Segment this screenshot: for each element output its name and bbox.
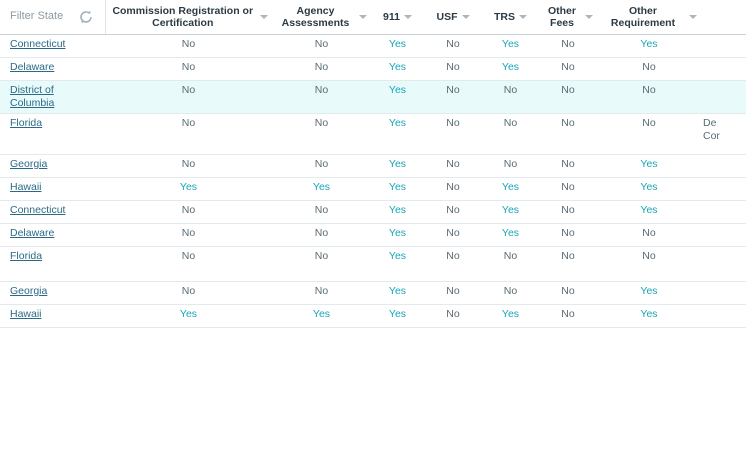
value-yes: Yes [179,180,198,193]
cell-value [597,177,701,200]
cell-value [539,304,597,327]
value-no: No [181,157,196,170]
cell-value [539,154,597,177]
overflow-note-cell [701,177,746,200]
value-no: No [561,116,575,129]
table-row [0,200,746,223]
value-yes: Yes [640,180,658,193]
value-no: No [314,226,329,239]
cell-value [371,281,424,304]
cell-value [105,200,272,223]
cell-value [272,177,371,200]
table-row [0,80,746,113]
value-no: No [181,60,196,73]
value-no: No [314,60,329,73]
value-yes: Yes [388,203,407,216]
value-no: No [314,249,329,262]
value-no: No [181,116,196,129]
value-no: No [181,37,196,50]
value-yes: Yes [388,116,407,129]
value-no: No [446,180,460,193]
cell-value [597,34,701,57]
table-header [0,0,746,34]
chevron-down-icon[interactable] [260,15,268,19]
cell-value [424,34,482,57]
table-row [0,57,746,80]
table-row [0,304,746,327]
cell-value [539,177,597,200]
chevron-down-icon[interactable] [519,15,527,19]
value-yes: Yes [388,180,407,193]
value-no: No [181,83,196,96]
table-row [0,177,746,200]
state-link[interactable]: Georgia [10,157,48,170]
value-no: No [642,60,656,73]
cell-value [424,200,482,223]
cell-value [424,80,482,113]
column-header-label: TRS [494,10,515,23]
cell-value [597,154,701,177]
filter-state-label: Filter State [10,10,64,23]
column-header-label: 911 [383,10,400,23]
table-row [0,34,746,57]
cell-value [482,200,539,223]
value-no: No [503,157,518,170]
value-yes: Yes [388,226,407,239]
value-no: No [503,284,518,297]
cell-value [482,177,539,200]
cell-value [482,113,539,154]
state-cell [0,304,105,327]
cell-value [424,281,482,304]
value-no: No [446,284,460,297]
value-yes: Yes [501,60,520,73]
value-yes: Yes [388,60,407,73]
value-no: No [446,203,460,216]
value-yes: Yes [388,83,407,96]
column-header-label: Agency Assessments [281,4,350,29]
cell-value [105,113,272,154]
state-link[interactable]: Florida [10,116,43,129]
state-cell [0,57,105,80]
cell-value [539,57,597,80]
overflow-note-cell [701,200,746,223]
value-yes: Yes [501,226,520,239]
column-header-usf[interactable] [424,0,482,34]
table-row [0,113,746,154]
cell-value [371,223,424,246]
value-no: No [561,180,575,193]
column-header-overflow [701,0,746,34]
cell-value [272,223,371,246]
state-link[interactable]: Connecticut [10,203,66,216]
state-cell [0,177,105,200]
overflow-note-cell [701,246,746,281]
cell-value [371,57,424,80]
value-no: No [314,157,329,170]
value-no: No [561,226,575,239]
value-no: No [181,203,196,216]
chevron-down-icon[interactable] [689,15,697,19]
column-header-label: Other Fees [547,4,576,29]
value-no: No [181,284,196,297]
cell-value [272,113,371,154]
header-row [0,0,746,34]
cell-value [597,281,701,304]
state-link[interactable]: District of Columbia [10,83,55,109]
column-header-other-requirement[interactable] [597,0,701,34]
value-no: No [642,249,656,262]
table-body [0,34,746,327]
cell-value [105,304,272,327]
value-no: No [642,116,656,129]
chevron-down-icon[interactable] [462,15,470,19]
value-no: No [446,307,460,320]
cell-value [105,246,272,281]
overflow-note-cell [701,80,746,113]
cell-value [371,200,424,223]
column-header-label: USF [436,10,458,23]
value-no: No [446,83,460,96]
cell-value [272,34,371,57]
overflow-note-cell [701,304,746,327]
cell-value [371,80,424,113]
cell-value [539,113,597,154]
value-no: No [314,116,329,129]
state-cell [0,34,105,57]
value-no: No [561,249,575,262]
table-row [0,246,746,281]
value-yes: Yes [388,307,407,320]
cell-value [597,80,701,113]
cell-value [482,80,539,113]
state-link[interactable]: Delaware [10,60,55,73]
overflow-note-cell: De Cor [701,113,746,154]
value-no: No [561,307,575,320]
state-cell [0,200,105,223]
overflow-note-cell [701,34,746,57]
value-no: No [314,83,329,96]
value-no: No [503,249,518,262]
column-header-other-fees[interactable] [539,0,597,34]
cell-value [105,57,272,80]
state-cell [0,80,105,113]
overflow-note-cell [701,281,746,304]
column-header-911[interactable] [371,0,424,34]
value-no: No [561,83,575,96]
table-row [0,154,746,177]
value-yes: Yes [640,203,658,216]
cell-value [272,57,371,80]
value-no: No [314,284,329,297]
cell-value [272,304,371,327]
cell-value [597,57,701,80]
value-yes: Yes [388,249,407,262]
value-no: No [642,83,656,96]
cell-value [539,246,597,281]
cell-value [105,80,272,113]
value-no: No [561,284,575,297]
column-header-trs[interactable] [482,0,539,34]
chevron-down-icon[interactable] [359,15,367,19]
value-no: No [561,37,575,50]
state-cell [0,246,105,281]
chevron-down-icon[interactable] [404,15,412,19]
state-cell [0,154,105,177]
value-no: No [314,37,329,50]
cell-value [597,200,701,223]
cell-value [424,246,482,281]
value-yes: Yes [179,307,198,320]
cell-value [105,177,272,200]
cell-value [539,80,597,113]
cell-value [272,80,371,113]
value-yes: Yes [640,37,658,50]
state-link[interactable]: Connecticut [10,37,66,50]
cell-value [424,154,482,177]
value-yes: Yes [388,157,407,170]
value-yes: Yes [388,284,407,297]
value-yes: Yes [388,37,407,50]
cell-value [272,281,371,304]
cell-value [482,281,539,304]
value-yes: Yes [640,157,658,170]
cell-value [482,34,539,57]
value-yes: Yes [640,284,658,297]
cell-value [371,34,424,57]
state-link[interactable]: Hawaii [10,307,42,320]
cell-value [424,177,482,200]
cell-value [482,154,539,177]
value-no: No [446,249,460,262]
overflow-note-cell [701,154,746,177]
cell-value [424,223,482,246]
cell-value [482,57,539,80]
cell-value [371,154,424,177]
cell-value [371,113,424,154]
refresh-icon[interactable] [77,8,95,26]
value-yes: Yes [501,203,520,216]
value-no: No [314,203,329,216]
state-link[interactable]: Georgia [10,284,48,297]
cell-value [539,200,597,223]
cell-value [371,246,424,281]
value-yes: Yes [640,307,658,320]
value-no: No [446,226,460,239]
cell-value [482,304,539,327]
cell-value [272,200,371,223]
cell-value [105,34,272,57]
cell-value [424,113,482,154]
cell-value [105,223,272,246]
state-cell [0,281,105,304]
cell-value [597,113,701,154]
state-link[interactable]: Delaware [10,226,55,239]
value-no: No [561,157,575,170]
value-no: No [446,116,460,129]
column-header-commission-registration[interactable] [105,0,272,34]
cell-value [424,304,482,327]
cell-value [272,154,371,177]
cell-value [371,177,424,200]
value-no: No [561,60,575,73]
value-yes: Yes [501,307,520,320]
cell-value [539,223,597,246]
cell-value [371,304,424,327]
value-no: No [446,60,460,73]
value-no: No [181,226,196,239]
cell-value [597,223,701,246]
value-no: No [446,37,460,50]
filter-state-header[interactable] [0,0,105,34]
cell-value [539,281,597,304]
cell-value [482,246,539,281]
value-no: No [561,203,575,216]
value-yes: Yes [312,307,331,320]
column-header-agency-assessments[interactable] [272,0,371,34]
state-link[interactable]: Florida [10,249,43,262]
overflow-note-cell [701,223,746,246]
value-no: No [446,157,460,170]
value-no: No [503,116,518,129]
cell-value [482,223,539,246]
overflow-note-cell [701,57,746,80]
cell-value [272,246,371,281]
column-header-label: Commission Registration or Certification [112,4,254,29]
value-yes: Yes [501,37,520,50]
cell-value [105,281,272,304]
state-cell [0,113,105,154]
value-no: No [642,226,656,239]
value-yes: Yes [312,180,331,193]
value-no: No [181,249,196,262]
cell-value [597,304,701,327]
value-yes: Yes [501,180,520,193]
state-cell [0,223,105,246]
table-row [0,281,746,304]
value-no: No [503,83,518,96]
state-link[interactable]: Hawaii [10,180,42,193]
cell-value [539,34,597,57]
cell-value [105,154,272,177]
table-row [0,223,746,246]
cell-value [597,246,701,281]
column-header-label: Other Requirement [610,4,676,29]
cell-value [424,57,482,80]
chevron-down-icon[interactable] [585,15,593,19]
